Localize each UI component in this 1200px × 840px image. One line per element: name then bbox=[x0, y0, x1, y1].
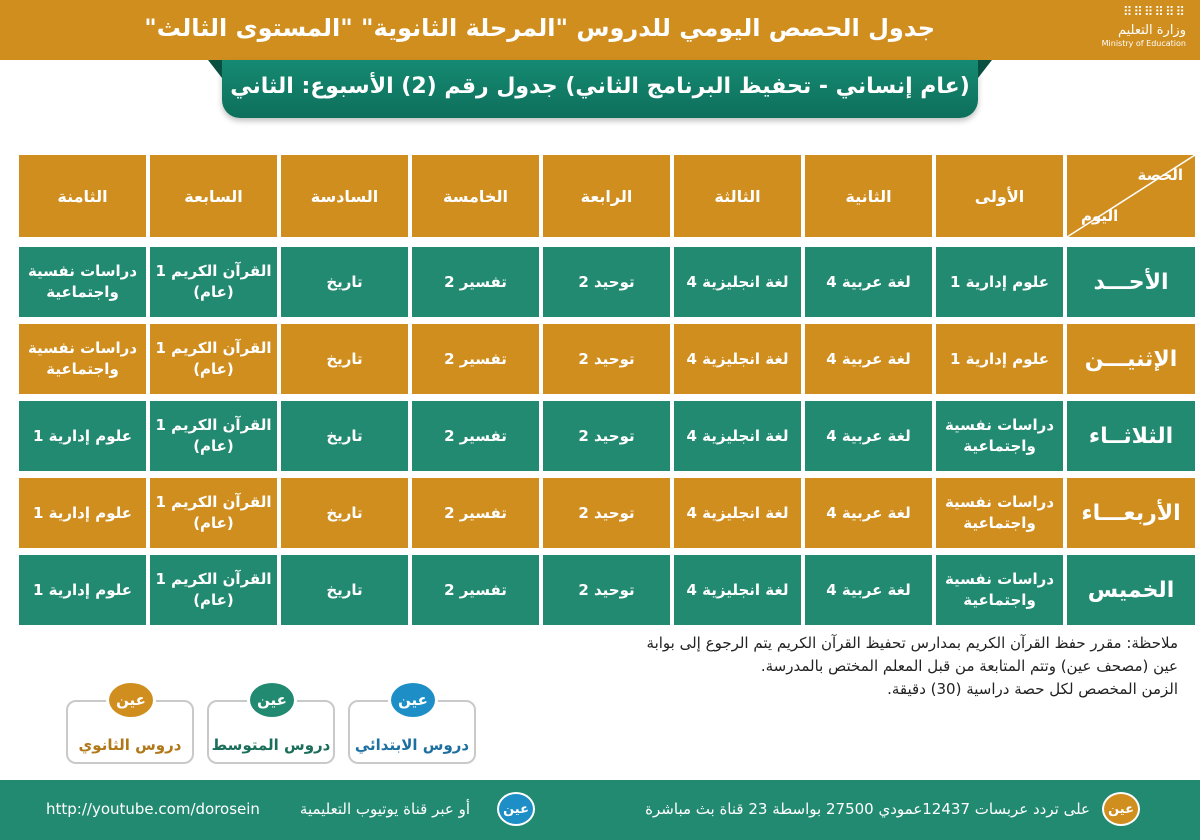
lesson-cell: توحيد 2 bbox=[543, 324, 670, 394]
period-header: السابعة bbox=[150, 155, 277, 237]
lesson-cell: علوم إدارية 1 bbox=[19, 401, 146, 471]
logo-dots-icon: ⠿⠿⠿⠿⠿⠿ bbox=[1122, 5, 1186, 20]
lesson-cell: تفسير 2 bbox=[412, 478, 539, 548]
lesson-cell: تفسير 2 bbox=[412, 324, 539, 394]
corner-period-label: الحصة bbox=[1137, 166, 1183, 184]
lesson-cell: علوم إدارية 1 bbox=[19, 478, 146, 548]
lesson-cell: تاريخ bbox=[281, 478, 408, 548]
primary-lessons-badge[interactable]: عين دروس الابتدائي bbox=[348, 700, 476, 764]
lesson-cell: دراسات نفسية واجتماعية bbox=[936, 555, 1063, 625]
lesson-cell: لغة عربية 4 bbox=[805, 247, 932, 317]
ein-logo-icon: عين bbox=[1102, 792, 1140, 826]
lesson-cell: لغة انجليزية 4 bbox=[674, 478, 801, 548]
lesson-cell: تاريخ bbox=[281, 401, 408, 471]
subtitle-ribbon bbox=[222, 60, 978, 118]
day-row-monday bbox=[19, 324, 1195, 394]
period-header: الرابعة bbox=[543, 155, 670, 237]
lesson-cell: لغة انجليزية 4 bbox=[674, 324, 801, 394]
period-header: الأولى bbox=[936, 155, 1063, 237]
lesson-cell: توحيد 2 bbox=[543, 555, 670, 625]
period-header: الثالثة bbox=[674, 155, 801, 237]
lesson-cell: تاريخ bbox=[281, 247, 408, 317]
lesson-cell: علوم إدارية 1 bbox=[936, 324, 1063, 394]
lesson-cell: علوم إدارية 1 bbox=[19, 555, 146, 625]
lesson-cell: تفسير 2 bbox=[412, 401, 539, 471]
day-row-thursday bbox=[19, 555, 1195, 625]
day-row-tuesday bbox=[19, 401, 1195, 471]
ein-logo-icon: عين bbox=[247, 680, 297, 720]
day-label: الإثنيـــن bbox=[1067, 324, 1195, 394]
page-title: جدول الحصص اليومي للدروس "المرحلة الثانوية" "المستوى الثالث" bbox=[144, 14, 935, 42]
lesson-cell: توحيد 2 bbox=[543, 401, 670, 471]
day-row-sunday bbox=[19, 247, 1195, 317]
lesson-cell: القرآن الكريم 1 (عام) bbox=[150, 247, 277, 317]
lesson-cell: القرآن الكريم 1 (عام) bbox=[150, 324, 277, 394]
lesson-cell: القرآن الكريم 1 (عام) bbox=[150, 478, 277, 548]
secondary-lessons-badge[interactable]: عين دروس الثانوي bbox=[66, 700, 194, 764]
footer-bar bbox=[0, 780, 1200, 840]
lesson-cell: دراسات نفسية واجتماعية bbox=[19, 324, 146, 394]
youtube-channel-text: أو عبر قناة يوتيوب التعليمية bbox=[299, 800, 470, 818]
period-header: الثانية bbox=[805, 155, 932, 237]
day-label: الخميس bbox=[1067, 555, 1195, 625]
youtube-link[interactable]: http://youtube.com/dorosein bbox=[46, 800, 260, 818]
lesson-cell: لغة انجليزية 4 bbox=[674, 401, 801, 471]
day-label: الثلاثــاء bbox=[1067, 401, 1195, 471]
lesson-cell: دراسات نفسية واجتماعية bbox=[19, 247, 146, 317]
schedule-note: ملاحظة: مقرر حفظ القرآن الكريم بمدارس تحفيظ القرآن الكريم يتم الرجوع إلى بوابة عين (مصحف عين) وتتم المتابعة من قبل المعلم المختص بالمدرسة. الزمن المخصص لكل حصة دراسية (30) دقيقة. bbox=[646, 634, 1178, 698]
lesson-cell: دراسات نفسية واجتماعية bbox=[936, 478, 1063, 548]
lesson-cell: توحيد 2 bbox=[543, 247, 670, 317]
lesson-cell: تاريخ bbox=[281, 555, 408, 625]
lesson-cell: لغة عربية 4 bbox=[805, 401, 932, 471]
lesson-cell: تاريخ bbox=[281, 324, 408, 394]
period-header: الخامسة bbox=[412, 155, 539, 237]
satellite-info: على تردد عربسات 12437عمودي 27500 بواسطة 23 قناة بث مباشرة bbox=[645, 800, 1090, 818]
header-row bbox=[19, 155, 1195, 237]
lesson-cell: لغة عربية 4 bbox=[805, 324, 932, 394]
lesson-cell: توحيد 2 bbox=[543, 478, 670, 548]
lesson-cell: علوم إدارية 1 bbox=[936, 247, 1063, 317]
lesson-cell: دراسات نفسية واجتماعية bbox=[936, 401, 1063, 471]
lesson-cell: القرآن الكريم 1 (عام) bbox=[150, 401, 277, 471]
lesson-cell: لغة عربية 4 bbox=[805, 478, 932, 548]
lesson-cell: لغة انجليزية 4 bbox=[674, 247, 801, 317]
period-header: الثامنة bbox=[19, 155, 146, 237]
day-label: الأربعـــاء bbox=[1067, 478, 1195, 548]
ein-logo-icon: عين bbox=[388, 680, 438, 720]
intermediate-lessons-badge[interactable]: عين دروس المتوسط bbox=[207, 700, 335, 764]
period-header: السادسة bbox=[281, 155, 408, 237]
lesson-cell: تفسير 2 bbox=[412, 247, 539, 317]
lesson-cell: لغة انجليزية 4 bbox=[674, 555, 801, 625]
schedule-subtitle: (عام إنساني - تحفيظ البرنامج الثاني) جدول رقم (2) الأسبوع: الثاني bbox=[230, 74, 970, 99]
lesson-cell: تفسير 2 bbox=[412, 555, 539, 625]
corner-day-label: اليوم bbox=[1081, 207, 1119, 225]
lesson-cell: لغة عربية 4 bbox=[805, 555, 932, 625]
corner-cell bbox=[1067, 155, 1195, 237]
schedule-table bbox=[15, 155, 1199, 625]
ministry-logo: ⠿⠿⠿⠿⠿⠿ وزارة التعليم Ministry of Education bbox=[986, 6, 1186, 60]
ein-logo-icon: عين bbox=[106, 680, 156, 720]
lesson-cell: القرآن الكريم 1 (عام) bbox=[150, 555, 277, 625]
day-label: الأحـــد bbox=[1067, 247, 1195, 317]
ein-logo-icon: عين bbox=[497, 792, 535, 826]
day-row-wednesday bbox=[19, 478, 1195, 548]
